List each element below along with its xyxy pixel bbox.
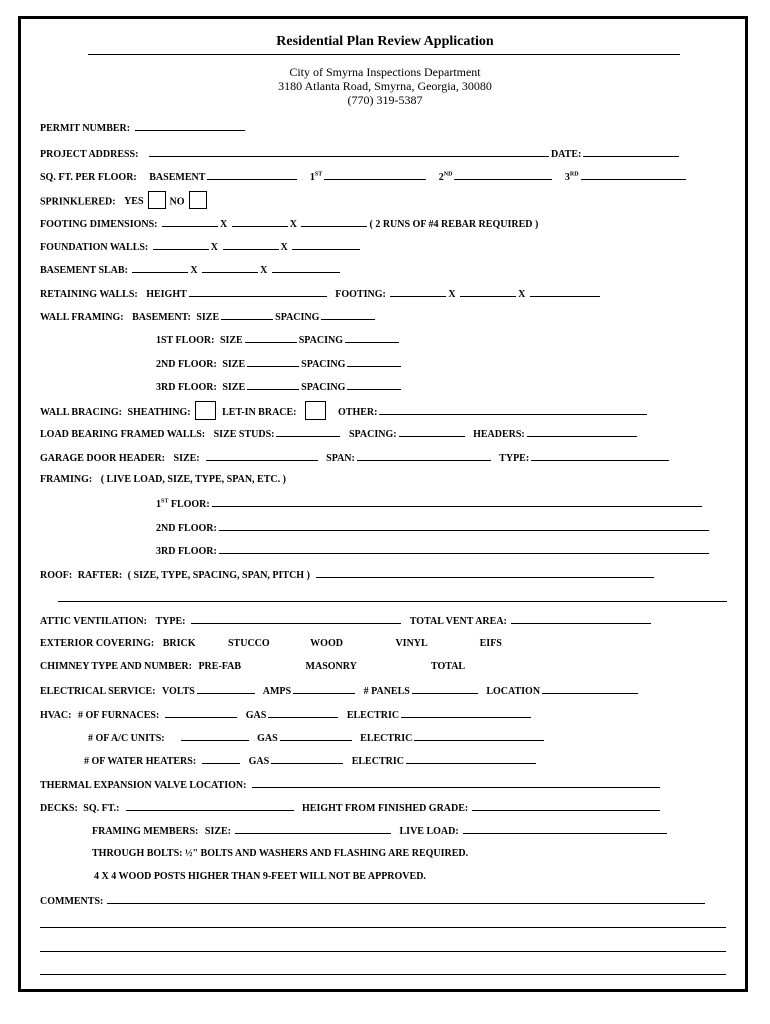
- amps-field[interactable]: [293, 684, 355, 694]
- thermal-label: THERMAL EXPANSION VALVE LOCATION:: [40, 780, 247, 791]
- hvac-label: HVAC:: [40, 710, 72, 721]
- roof-row: [40, 568, 656, 582]
- project-address-label: PROJECT ADDRESS:: [40, 149, 139, 160]
- footing-dim-2-field[interactable]: [232, 217, 288, 227]
- chimney-total-label: TOTAL: [431, 661, 466, 672]
- sprinklered-no-checkbox[interactable]: [189, 191, 207, 209]
- permit-number-label: PERMIT NUMBER:: [40, 123, 131, 134]
- wall-framing-3rd-row: [156, 380, 403, 394]
- stucco-option[interactable]: STUCCO: [227, 638, 270, 649]
- size-studs-label: SIZE STUDS:: [213, 429, 275, 440]
- wall-3rd-spacing-field[interactable]: [347, 380, 401, 390]
- attic-type-label: TYPE:: [155, 616, 186, 627]
- framing-note: ( LIVE LOAD, SIZE, TYPE, SPAN, ETC. ): [100, 474, 286, 485]
- through-bolts-note: THROUGH BOLTS: ½" BOLTS AND WASHERS AND FLASHING ARE REQUIRED.: [92, 848, 469, 859]
- framing-3rd-row: [156, 544, 711, 558]
- volts-label: VOLTS: [162, 686, 195, 697]
- retaining-footing-2-field[interactable]: [460, 287, 516, 297]
- basement-sqft-field[interactable]: [207, 170, 297, 180]
- x-separator: X: [280, 242, 288, 253]
- basement-slab-row: [40, 263, 342, 277]
- framing-1st-field[interactable]: [212, 497, 702, 507]
- headers-label: HEADERS:: [473, 429, 525, 440]
- brick-option[interactable]: BRICK: [162, 638, 196, 649]
- wood-option[interactable]: WOOD: [310, 638, 343, 649]
- furnaces-label: # OF FURNACES:: [77, 710, 160, 721]
- size-label: SIZE: [219, 335, 243, 346]
- x-separator: X: [220, 219, 228, 230]
- wall-2nd-spacing-field[interactable]: [347, 357, 401, 367]
- x-separator: X: [210, 242, 218, 253]
- x-separator: X: [518, 289, 526, 300]
- studs-spacing-label: SPACING:: [348, 429, 397, 440]
- total-vent-area-label: TOTAL VENT AREA:: [409, 616, 507, 627]
- wall-framing-label: WALL FRAMING:: [40, 312, 124, 323]
- garage-type-field[interactable]: [531, 451, 669, 461]
- electric-label: ELECTRIC: [351, 756, 404, 767]
- foundation-dim-3-field[interactable]: [292, 240, 360, 250]
- wall-framing-2nd-row: [156, 357, 403, 371]
- posts-note: 4 X 4 WOOD POSTS HIGHER THAN 9-FEET WILL NOT BE APPROVED.: [94, 871, 426, 882]
- load-bearing-label: LOAD BEARING FRAMED WALLS:: [40, 429, 206, 440]
- x-separator: X: [260, 265, 268, 276]
- let-in-brace-checkbox[interactable]: [305, 401, 326, 420]
- wall-bracing-label: WALL BRACING:: [40, 406, 122, 418]
- comments-label: COMMENTS:: [40, 896, 104, 907]
- foundation-walls-label: FOUNDATION WALLS:: [40, 242, 149, 253]
- wall-basement-label: BASEMENT:: [132, 312, 191, 323]
- ac-units-field[interactable]: [181, 731, 249, 741]
- footing-dim-3-field[interactable]: [301, 217, 367, 227]
- wall-basement-spacing-field[interactable]: [321, 310, 375, 320]
- title-underline: [88, 54, 680, 55]
- exterior-covering-label: EXTERIOR COVERING:: [40, 638, 155, 649]
- eifs-option[interactable]: EIFS: [479, 638, 502, 649]
- attic-ventilation-row: [40, 614, 653, 628]
- wall-framing-row: [40, 310, 377, 324]
- ac-electric-field[interactable]: [414, 731, 544, 741]
- foundation-dim-2-field[interactable]: [223, 240, 279, 250]
- project-address-field[interactable]: [149, 147, 549, 157]
- rafter-label: RAFTER:: [77, 570, 123, 581]
- chimney-label: CHIMNEY TYPE AND NUMBER:: [40, 661, 192, 672]
- footing-dimensions-row: [40, 217, 538, 231]
- rafter-continuation-line[interactable]: [58, 601, 727, 602]
- department-address: 3180 Atlanta Road, Smyrna, Georgia, 30080: [278, 79, 492, 93]
- third-floor-label: 3RD: [564, 171, 579, 183]
- size-studs-field[interactable]: [276, 427, 340, 437]
- second-floor-sqft-field[interactable]: [454, 170, 552, 180]
- height-grade-label: HEIGHT FROM FINISHED GRADE:: [302, 803, 469, 814]
- spacing-label: SPACING: [301, 382, 346, 393]
- sprinklered-label: SPRINKLERED:: [40, 196, 116, 208]
- height-label: HEIGHT: [146, 289, 187, 300]
- form-title: Residential Plan Review Application: [276, 34, 494, 49]
- location-field[interactable]: [542, 684, 638, 694]
- gas-label: GAS: [245, 710, 267, 721]
- footing-dimensions-label: FOOTING DIMENSIONS:: [40, 219, 158, 230]
- yes-label: YES: [124, 196, 144, 208]
- second-floor-label: 2ND: [438, 171, 453, 183]
- comments-line-2[interactable]: [40, 927, 726, 928]
- retaining-walls-row: [40, 287, 602, 301]
- sheathing-label: SHEATHING:: [127, 406, 191, 418]
- framing-3rd-label: 3RD FLOOR:: [156, 546, 217, 557]
- slab-dim-2-field[interactable]: [202, 263, 258, 273]
- members-size-label: SIZE:: [204, 826, 232, 837]
- date-label: DATE:: [550, 149, 582, 160]
- furnaces-field[interactable]: [165, 708, 237, 718]
- wall-basement-size-field[interactable]: [221, 310, 273, 320]
- garage-span-label: SPAN:: [326, 453, 355, 464]
- decks-row: [40, 801, 662, 815]
- footing-dim-1-field[interactable]: [162, 217, 218, 227]
- permit-number-field[interactable]: [135, 121, 245, 131]
- deck-sqft-field[interactable]: [126, 801, 294, 811]
- electrical-service-label: ELECTRICAL SERVICE:: [40, 686, 156, 697]
- framing-2nd-label: 2ND FLOOR:: [156, 523, 217, 534]
- slab-dim-3-field[interactable]: [272, 263, 340, 273]
- panels-field[interactable]: [412, 684, 478, 694]
- framing-2nd-row: [156, 521, 711, 535]
- other-label: OTHER:: [338, 406, 378, 418]
- thermal-row: [40, 778, 662, 792]
- wall-framing-1st-row: [156, 333, 401, 347]
- wall-2nd-floor-label: 2ND FLOOR:: [156, 359, 217, 370]
- wall-1st-floor-label: 1ST FLOOR:: [156, 335, 215, 346]
- panels-label: # PANELS: [363, 686, 410, 697]
- spacing-label: SPACING: [298, 335, 343, 346]
- x-separator: X: [289, 219, 297, 230]
- department-name: City of Smyrna Inspections Department: [289, 65, 481, 79]
- rafter-field[interactable]: [316, 568, 654, 578]
- hvac-water-heaters-row: [84, 754, 538, 768]
- garage-type-label: TYPE:: [499, 453, 530, 464]
- retaining-footing-3-field[interactable]: [530, 287, 600, 297]
- framing-row: [40, 474, 286, 486]
- chimney-row: [40, 661, 465, 673]
- permit-number-row: [40, 121, 247, 135]
- foundation-dim-1-field[interactable]: [153, 240, 209, 250]
- framing-2nd-field[interactable]: [219, 521, 709, 531]
- decks-label: DECKS:: [40, 803, 78, 814]
- deck-sqft-label: SQ. FT.:: [83, 803, 120, 814]
- retaining-walls-label: RETAINING WALLS:: [40, 289, 138, 300]
- vinyl-option[interactable]: VINYL: [395, 638, 428, 649]
- sqft-row: [40, 170, 688, 184]
- location-label: LOCATION: [486, 686, 541, 697]
- comments-line-3[interactable]: [40, 951, 726, 952]
- size-label: SIZE: [196, 312, 220, 323]
- comments-line-4[interactable]: [40, 974, 726, 975]
- sprinklered-row: [40, 193, 211, 211]
- wall-3rd-floor-label: 3RD FLOOR:: [156, 382, 217, 393]
- wall-bracing-row: [40, 403, 649, 422]
- project-address-row: [40, 147, 681, 161]
- slab-dim-1-field[interactable]: [132, 263, 188, 273]
- wall-1st-size-field[interactable]: [245, 333, 297, 343]
- amps-label: AMPS: [262, 686, 292, 697]
- x-separator: X: [448, 289, 456, 300]
- x-separator: X: [190, 265, 198, 276]
- basement-label: BASEMENT: [149, 172, 206, 183]
- bracing-other-field[interactable]: [379, 405, 647, 415]
- water-heaters-label: # OF WATER HEATERS:: [84, 756, 197, 767]
- roof-label: ROOF:: [40, 570, 73, 581]
- sheathing-checkbox[interactable]: [195, 401, 216, 420]
- attic-type-field[interactable]: [191, 614, 401, 624]
- sqft-label: SQ. FT. PER FLOOR:: [40, 172, 137, 183]
- comments-row: [40, 894, 707, 908]
- masonry-option[interactable]: MASONRY: [305, 661, 357, 672]
- electrical-service-row: [40, 684, 640, 698]
- furnaces-gas-field[interactable]: [268, 708, 338, 718]
- wall-1st-spacing-field[interactable]: [345, 333, 399, 343]
- rafter-note: ( SIZE, TYPE, SPACING, SPAN, PITCH ): [127, 570, 310, 581]
- comments-field[interactable]: [107, 894, 705, 904]
- water-heaters-field[interactable]: [202, 754, 240, 764]
- hvac-ac-row: [88, 731, 546, 745]
- framing-members-row: [92, 824, 669, 838]
- spacing-label: SPACING: [301, 359, 346, 370]
- framing-1st-row: [156, 497, 704, 511]
- gas-label: GAS: [248, 756, 270, 767]
- water-heaters-electric-field[interactable]: [406, 754, 536, 764]
- garage-size-label: SIZE:: [173, 453, 200, 464]
- volts-field[interactable]: [197, 684, 255, 694]
- framing-1st-label: 1ST FLOOR:: [156, 498, 210, 510]
- water-heaters-gas-field[interactable]: [271, 754, 343, 764]
- height-grade-field[interactable]: [472, 801, 660, 811]
- framing-3rd-field[interactable]: [219, 544, 709, 554]
- retaining-height-field[interactable]: [189, 287, 327, 297]
- electric-label: ELECTRIC: [360, 733, 413, 744]
- rebar-note: ( 2 RUNS OF #4 REBAR REQUIRED ): [369, 219, 539, 230]
- wall-2nd-size-field[interactable]: [247, 357, 299, 367]
- studs-spacing-field[interactable]: [399, 427, 465, 437]
- first-floor-label: 1ST: [309, 171, 323, 183]
- total-vent-area-field[interactable]: [511, 614, 651, 624]
- retaining-footing-1-field[interactable]: [390, 287, 446, 297]
- live-load-field[interactable]: [463, 824, 667, 834]
- exterior-covering-row: [40, 638, 502, 650]
- sprinklered-yes-checkbox[interactable]: [148, 191, 166, 209]
- gas-label: GAS: [257, 733, 278, 744]
- garage-size-field[interactable]: [206, 451, 318, 461]
- footing-label: FOOTING:: [335, 289, 386, 300]
- wall-3rd-size-field[interactable]: [247, 380, 299, 390]
- foundation-walls-row: [40, 240, 362, 254]
- basement-slab-label: BASEMENT SLAB:: [40, 265, 128, 276]
- spacing-label: SPACING: [275, 312, 320, 323]
- third-floor-sqft-field[interactable]: [581, 170, 686, 180]
- ac-units-label: # OF A/C UNITS:: [88, 733, 165, 744]
- garage-door-header-row: [40, 451, 671, 465]
- pre-fab-option[interactable]: PRE-FAB: [198, 661, 242, 672]
- electric-label: ELECTRIC: [346, 710, 400, 721]
- department-phone: (770) 319-5387: [347, 93, 423, 107]
- framing-members-label: FRAMING MEMBERS:: [92, 826, 199, 837]
- live-load-label: LIVE LOAD:: [399, 826, 459, 837]
- headers-field[interactable]: [527, 427, 637, 437]
- attic-ventilation-label: ATTIC VENTILATION:: [40, 616, 147, 627]
- no-label: NO: [169, 196, 185, 208]
- framing-label: FRAMING:: [40, 474, 93, 485]
- members-size-field[interactable]: [235, 824, 391, 834]
- date-field[interactable]: [583, 147, 679, 157]
- hvac-furnaces-row: [40, 708, 533, 722]
- first-floor-sqft-field[interactable]: [324, 170, 426, 180]
- let-in-brace-label: LET-IN BRACE:: [222, 406, 297, 418]
- load-bearing-row: [40, 427, 639, 441]
- ac-gas-field[interactable]: [280, 731, 352, 741]
- garage-span-field[interactable]: [357, 451, 491, 461]
- size-label: SIZE: [222, 382, 246, 393]
- garage-door-header-label: GARAGE DOOR HEADER:: [40, 453, 166, 464]
- thermal-field[interactable]: [252, 778, 660, 788]
- furnaces-electric-field[interactable]: [401, 708, 531, 718]
- size-label: SIZE: [222, 359, 246, 370]
